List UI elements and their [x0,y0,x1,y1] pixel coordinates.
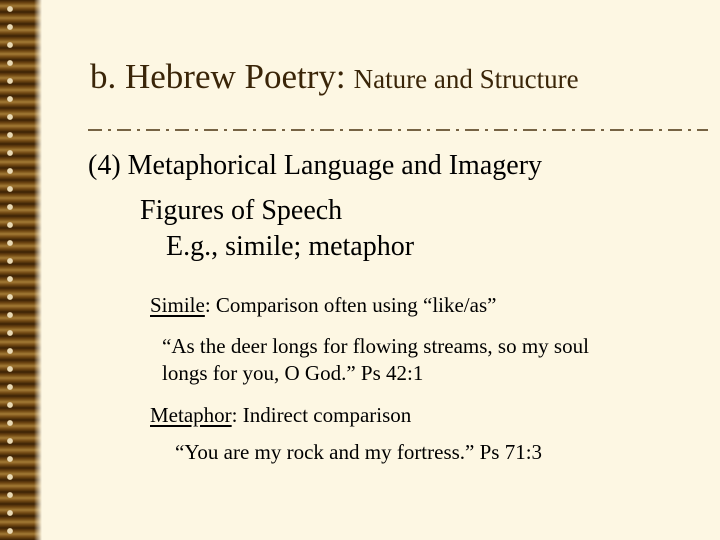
simile-term: Simile [150,293,205,317]
simile-quote: “As the deer longs for flowing streams, so my soul longs for you, O God.” Ps 42:1 [162,334,589,385]
title-divider [88,121,708,139]
title-sub: Nature and Structure [353,64,579,94]
metaphor-definition: : Indirect comparison [231,403,412,427]
metaphor-quote: “You are my rock and my fortress.” Ps 71:3 [175,440,543,464]
section-heading: (4) Metaphorical Language and Imagery [88,150,543,181]
examples-line: E.g., simile; metaphor [166,231,415,262]
slide-title [90,58,579,97]
metaphor-line [150,403,411,427]
spiral-binding [0,0,42,540]
title-main: b. Hebrew Poetry: [90,57,346,96]
metaphor-term: Metaphor [150,403,232,427]
subheading: Figures of Speech [140,195,343,226]
simile-line [150,293,496,317]
simile-definition: : Comparison often using “like/as” [204,293,497,317]
